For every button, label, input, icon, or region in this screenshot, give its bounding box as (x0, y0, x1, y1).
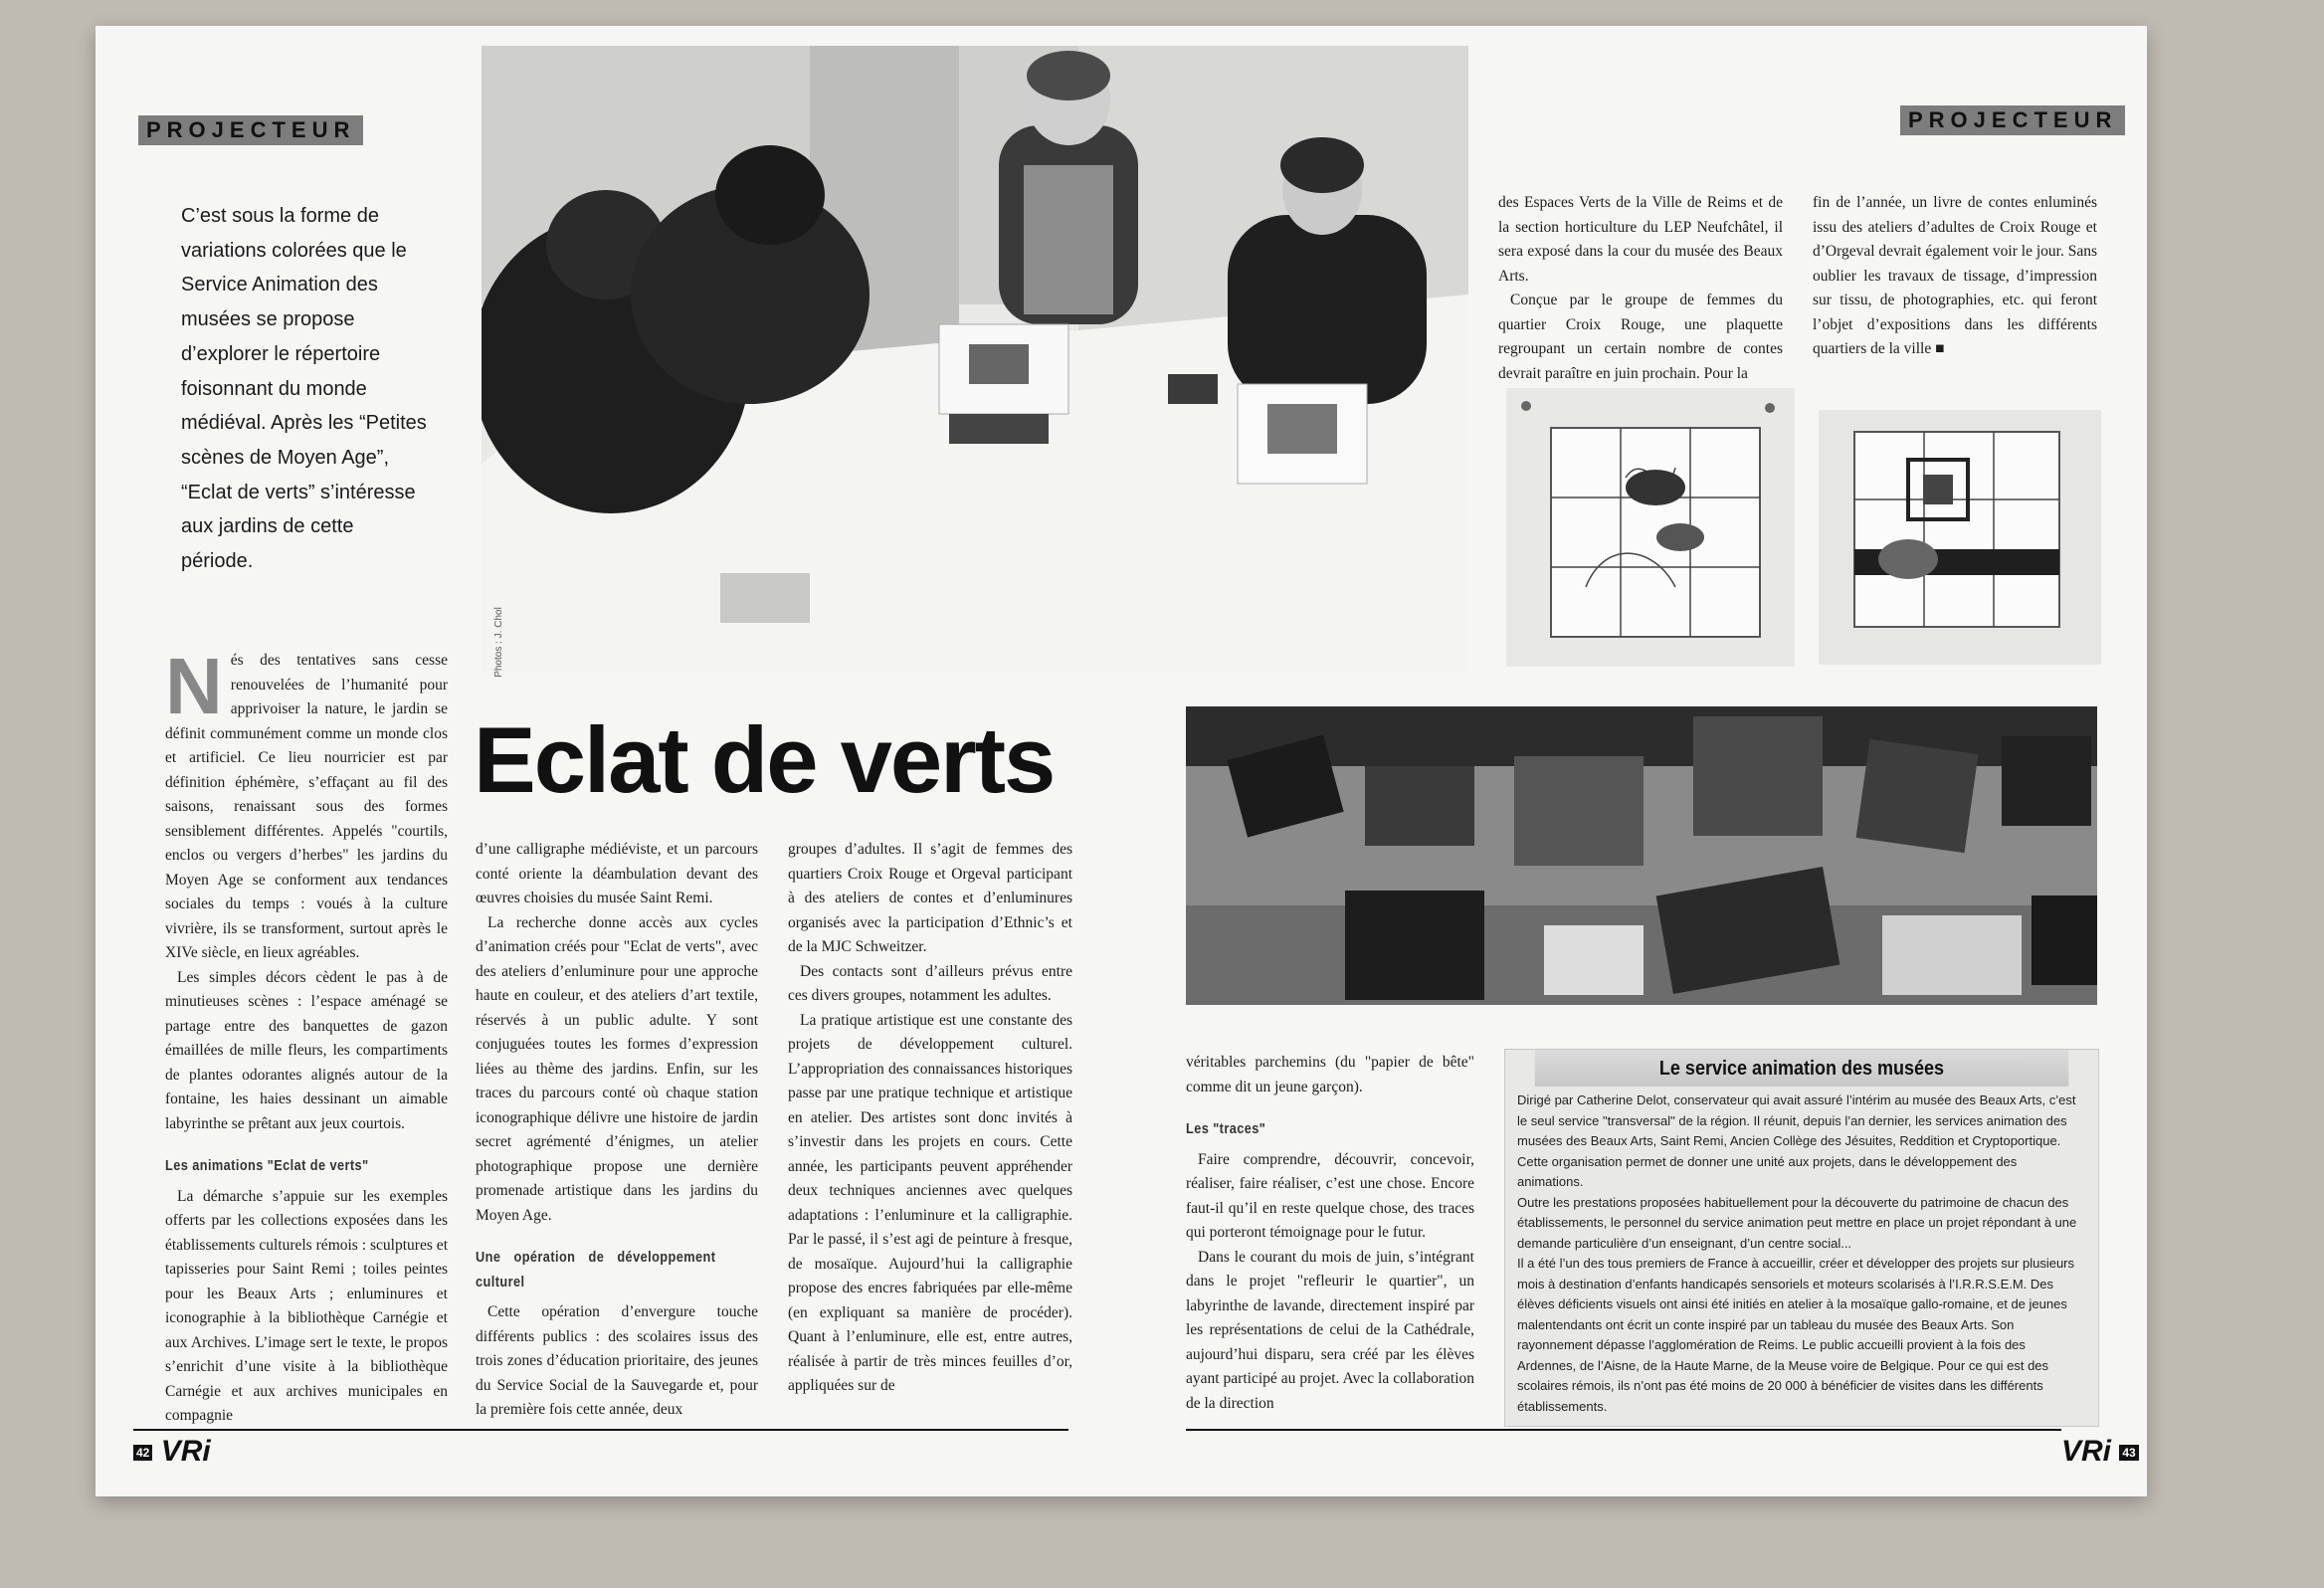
footer-rule-right (1186, 1429, 2061, 1431)
section-header-right: PROJECTEUR (1900, 105, 2125, 135)
article-column-5 (1498, 191, 1783, 386)
col2-paragraph-2: La recherche donne accès aux cycles d’animation créés pour "Eclat de verts", avec des ateliers d’enluminure pour une approche haute en couleur, et des ateliers d’art textile, réservés à un public adulte. Y sont conjuguées toutes les formes d’expression liées au thème des jardins. Enfin, sur les traces du parcours conté où chaque station iconographique délivre une histoire de jardin secret agrémenté d’énigmes, un atelier photographique propose une dernière promenade artistique dans les jardins du Moyen Age. (476, 913, 758, 1224)
col2-paragraph-1: d’une calligraphe médiéviste, et un parcours conté oriente la déambulation devant des œuvres choisies du musée Saint Remi. (476, 841, 758, 906)
col2-subheading: Une opération de développement culturel (476, 1249, 716, 1290)
drawing-left-image (1506, 388, 1795, 667)
article-title: Eclat de verts (474, 707, 1055, 812)
sidebar-title: Le service animation des musées (1535, 1050, 2068, 1087)
col3-paragraph-2: Des contacts sont d’ailleurs prévus entre ces divers groupes, notamment les adultes. (788, 962, 1072, 1004)
section-header-left: PROJECTEUR (138, 115, 363, 145)
col1-subheading: Les animations "Eclat de verts" (165, 1157, 369, 1174)
classroom-photo (482, 46, 1468, 673)
sidebar-paragraph-1: Dirigé par Catherine Delot, conservateur qui avait assuré l’intérim au musée des Beaux Arts, c’est le seul service "transversal" de la région. Il réunit, depuis l’an dernier, les services animation des musées des Beaux Arts, Saint Remi, Ancien Collège des Jésuites, Reddition et Cryptoportique. Cette organisation permet de donner une unité aux projets, dans le développement des animations. (1517, 1092, 2076, 1189)
col3-paragraph-3: La pratique artistique est une constante des projets de développement culturel. L’appropriation des connaissances historiques passe par une pratique technique et artistique en atelier. Des artistes sont donc invités à s’investir dans les projets en cours. Cette année, les participants peuvent appréhender deux techniques anciennes avec quelques adaptations : l’enluminure et la calligraphie. Par le passé, il s’est agi de peinture à fresque, de mosaïque. Aujourd’hui la calligraphie propose des encres fabriquées par elle-même (en expliquant sa manière de procéder). Quant à l’enluminure, elle est, entre autres, réalisée à partir de très minces feuilles d’or, appliquées sur de (788, 1011, 1072, 1394)
page-number-right: 43 (2119, 1445, 2138, 1461)
painted-tiles-photo (1186, 706, 2097, 1005)
sidebar-paragraph-2: Outre les prestations proposées habituellement pour la découverte du patrimoine de chacun des établissements, le personnel du service animation peut mettre en place un projet répondant à une demande particulière d’un enseignant, d’un centre social... (1517, 1194, 2077, 1251)
col4-paragraph-3: Dans le courant du mois de juin, s’intégrant dans le projet "refleurir le quartier", un labyrinthe de lavande, directement inspiré par les représentations de celui de la Cathédrale, aujourd’hui disparu, sera créé par les élèves ayant participé au projet. Avec la collaboration de la direction (1186, 1248, 1474, 1412)
article-column-2 (476, 838, 758, 1423)
article-column-4 (1186, 1051, 1474, 1416)
article-column-3 (788, 838, 1072, 1399)
col5-paragraph-1: des Espaces Verts de la Ville de Reims et de la section horticulture du LEP Neufchâtel, il sera exposé dans la cour du musée des Beaux Arts. (1498, 194, 1783, 285)
footer-rule-left (133, 1429, 1068, 1431)
sidebar-box (1504, 1049, 2099, 1427)
footer-left (133, 1435, 211, 1469)
article-column-6 (1813, 191, 2097, 362)
magazine-logo-left: VRi (160, 1435, 211, 1468)
col6-paragraph-1: fin de l’année, un livre de contes enluminés issu des ateliers d’adultes de Croix Rouge et d’Orgeval devrait également voir le jour. Sans oublier les travaux de tissage, d’impression sur tissu, de photographies, etc. qui feront l’objet d’expositions dans les différents quartiers de la ville ■ (1813, 194, 2097, 357)
col4-paragraph-2: Faire comprendre, découvrir, concevoir, réaliser, faire réaliser, c’est une chose. Encore faut-il qu’il en reste quelque chose, des traces qui porteront témoignage pour le futur. (1186, 1150, 1474, 1241)
drop-cap: N (165, 642, 223, 730)
footer-right (2061, 1435, 2139, 1469)
col1-paragraph-1: és des tentatives sans cesse renouvelées de l’humanité pour apprivoiser la nature, le jardin se définit communément comme un monde clos et artificiel. Ce lieu nourricier est par définition éphémère, s’effaçant au fil des saisons, renaissant sous des formes sensiblement différentes. Appelés "courtils, enclos ou vergers d’herbes" les jardins du Moyen Age se conforment aux tendances sociales du temps : voués à la culture vivrière, ils se transforment, surtout après le XIVe siècle, en lieux agréables. (165, 652, 448, 961)
page-number-left: 42 (133, 1445, 152, 1461)
sidebar-paragraph-3: Il a été l’un des tous premiers de France à accueillir, créer et développer des projets sur plusieurs mois à destination d’enfants handicapés sensoriels et moteurs scolarisés à l’I.R.R.S.E.M. Des élèves déficients visuels ont ainsi été initiés en atelier à la mosaïque gallo-romaine, et de jeunes malentendants ont écrit un conte inspiré par un tableau du musée des Beaux Arts. Son rayonnement dépasse l’agglomération de Reims. Le public accueilli provient à la fois des Ardennes, de l’Aisne, de la Haute Marne, de la Meuse voire de Belgique. Pour ce qui est des scolaires rémois, ils n’ont pas été moins de 20 000 à bénéficier de visites dans les différents établissements. (1517, 1256, 2075, 1414)
col4-subheading: Les "traces" (1186, 1120, 1266, 1137)
col2-paragraph-3: Cette opération d’envergure touche différents publics : des scolaires issus des trois zones d’éducation prioritaire, des jeunes du Service Social de la Sauvegarde et, pour la première fois cette année, deux (476, 1303, 758, 1418)
col1-paragraph-3: La démarche s’appuie sur les exemples offerts par les collections exposées dans les établissements culturels rémois : sculptures et tapisseries pour Saint Remi ; toiles peintes pour les Beaux Arts ; enluminures et iconographie à la bibliothèque Carnégie et aux Archives. L’image sert le texte, le propos s’enrichit d’une visite à la bibliothèque Carnégie et aux archives municipales en compagnie (165, 1187, 448, 1424)
drawing-right-image (1819, 410, 2101, 665)
col1-paragraph-2: Les simples décors cèdent le pas à de minutieuses scènes : l’espace aménagé se partage entre des banquettes de gazon émaillées de mille fleurs, les compartiments de plantes odorantes alignés autour de la fontaine, les haies dessinant un aimable labyrinthe se prêtant aux jeux courtois. (165, 968, 448, 1132)
col4-paragraph-1: véritables parchemins (du "papier de bête" comme dit un jeune garçon). (1186, 1054, 1474, 1095)
photo-credit: Photos : J. Chol (492, 607, 504, 678)
intro-text: C’est sous la forme de variations colorées que le Service Animation des musées se propose d’explorer le répertoire foisonnant du monde médiéval. Après les “Petites scènes de Moyen Age”, “Eclat de verts” s’intéresse aux jardins de cette période. (181, 205, 427, 573)
col5-paragraph-2: Conçue par le groupe de femmes du quartier Croix Rouge, une plaquette regroupant un certain nombre de contes devrait paraître en juin prochain. Pour la (1498, 292, 1783, 382)
magazine-logo-right: VRi (2061, 1435, 2112, 1468)
col3-paragraph-1: groupes d’adultes. Il s’agit de femmes des quartiers Croix Rouge et Orgeval participant à des ateliers de contes et d’enluminures organisés avec la participation d’Ethnic’s et de la MJC Schweitzer. (788, 841, 1072, 955)
article-column-1 (165, 642, 448, 1429)
